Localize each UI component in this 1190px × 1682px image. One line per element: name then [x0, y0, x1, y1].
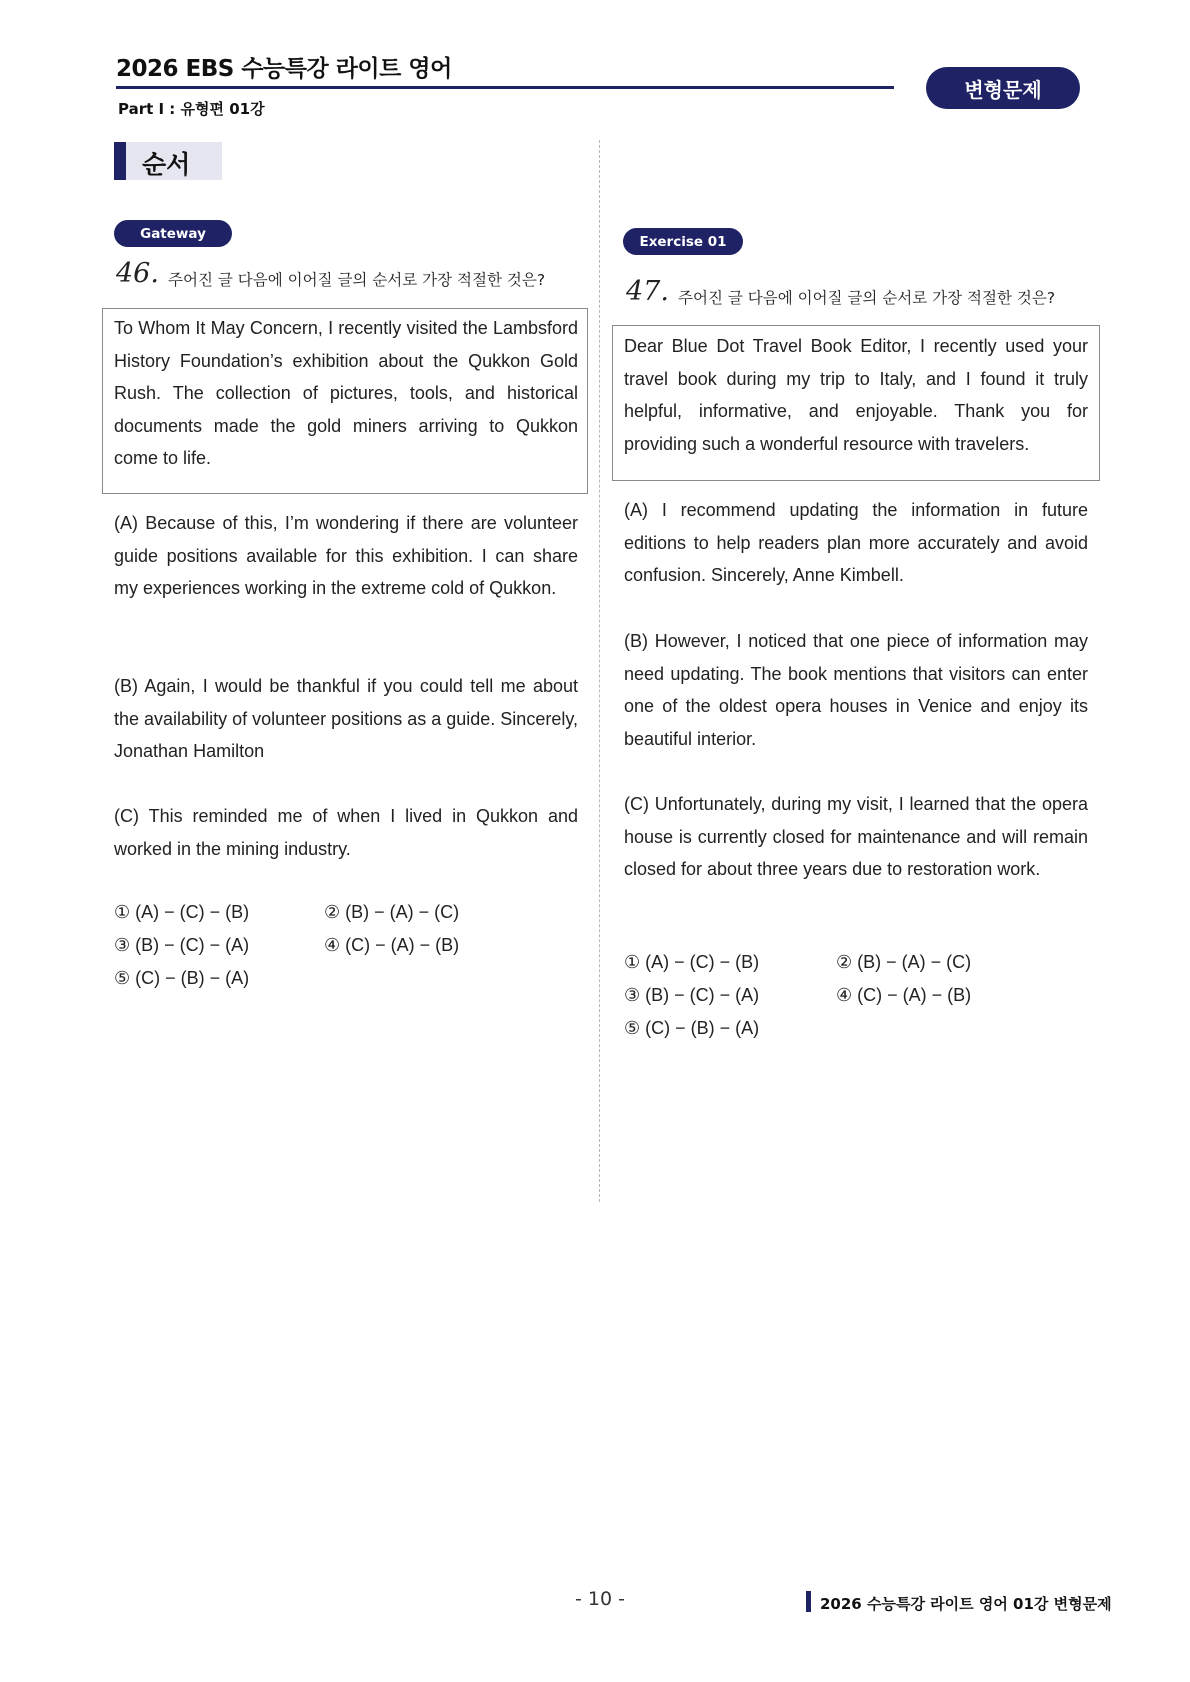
footer-text: 2026 수능특강 라이트 영어 01강 변형문제: [820, 1595, 1112, 1613]
paragraph-c-46: (C) This reminded me of when I lived in Qukkon and worked in the mining industry.: [114, 806, 578, 859]
option-4[interactable]: ④ (C) − (A) − (B): [324, 935, 460, 955]
variant-badge: 변형문제: [926, 67, 1080, 109]
option-3[interactable]: ③ (B) − (C) − (A): [624, 985, 760, 1005]
question-text-46: 주어진 글 다음에 이어질 글의 순서로 가장 적절한 것은?: [168, 271, 546, 289]
option-3[interactable]: ③ (B) − (C) − (A): [114, 935, 250, 955]
option-1[interactable]: ① (A) − (C) − (B): [624, 952, 760, 972]
paragraph-b-47: (B) However, I noticed that one piece of information may need updating. The book mentions that visitors can enter one of the oldest opera houses in Venice and enjoy its beautiful interior.: [624, 631, 1088, 749]
page-number: - 10 -: [575, 1588, 625, 1610]
option-2[interactable]: ② (B) − (A) − (C): [324, 902, 460, 922]
header-rule: [116, 86, 894, 89]
given-text-47: Dear Blue Dot Travel Book Editor, I recently used your travel book during my trip to Italy, and I found it truly helpful, informative, and enjoyable. Thank you for providing such a wonderful resource with travelers.: [624, 336, 1088, 454]
answer-options-47: [624, 952, 1094, 1062]
document-title: 2026 EBS 수능특강 라이트 영어: [116, 56, 452, 82]
section-heading-bar: [114, 142, 126, 180]
paragraph-a-47: (A) I recommend updating the information in future editions to help readers plan more accurately and avoid confusion. Sincerely, Anne Kimbell.: [624, 500, 1088, 585]
gateway-tag: Gateway: [114, 220, 232, 247]
given-text-46: To Whom It May Concern, I recently visited the Lambsford History Foundation’s exhibition about the Qukkon Gold Rush. The collection of pictures, tools, and historical documents made the gold miners arriving to Qukkon come to life.: [114, 318, 578, 468]
paragraph-a-46: (A) Because of this, I’m wondering if there are volunteer guide positions available for this exhibition. I can share my experiences working in the extreme cold of Qukkon.: [114, 513, 578, 598]
option-5[interactable]: ⑤ (C) − (B) − (A): [114, 968, 250, 988]
option-1[interactable]: ① (A) − (C) − (B): [114, 902, 250, 922]
answer-options-46: [114, 902, 584, 1012]
option-4[interactable]: ④ (C) − (A) − (B): [836, 985, 972, 1005]
paragraph-b-46: (B) Again, I would be thankful if you could tell me about the availability of volunteer positions as a guide. Sincerely, Jonathan Hamilton: [114, 676, 578, 761]
option-2[interactable]: ② (B) − (A) − (C): [836, 952, 972, 972]
question-text-47: 주어진 글 다음에 이어질 글의 순서로 가장 적절한 것은?: [678, 289, 1056, 307]
exercise-tag: Exercise 01: [623, 228, 743, 255]
paragraph-c-47: (C) Unfortunately, during my visit, I learned that the opera house is currently closed for maintenance and will remain closed for about three years due to restoration work.: [624, 794, 1088, 879]
column-divider: [599, 140, 600, 1202]
document-subtitle: Part Ⅰ : 유형편 01강: [118, 100, 265, 118]
question-number-46: 46.: [116, 258, 159, 289]
section-heading: 순서: [142, 150, 191, 179]
question-number-47: 47.: [626, 276, 669, 307]
footer-bar: [806, 1591, 811, 1612]
option-5[interactable]: ⑤ (C) − (B) − (A): [624, 1018, 760, 1038]
